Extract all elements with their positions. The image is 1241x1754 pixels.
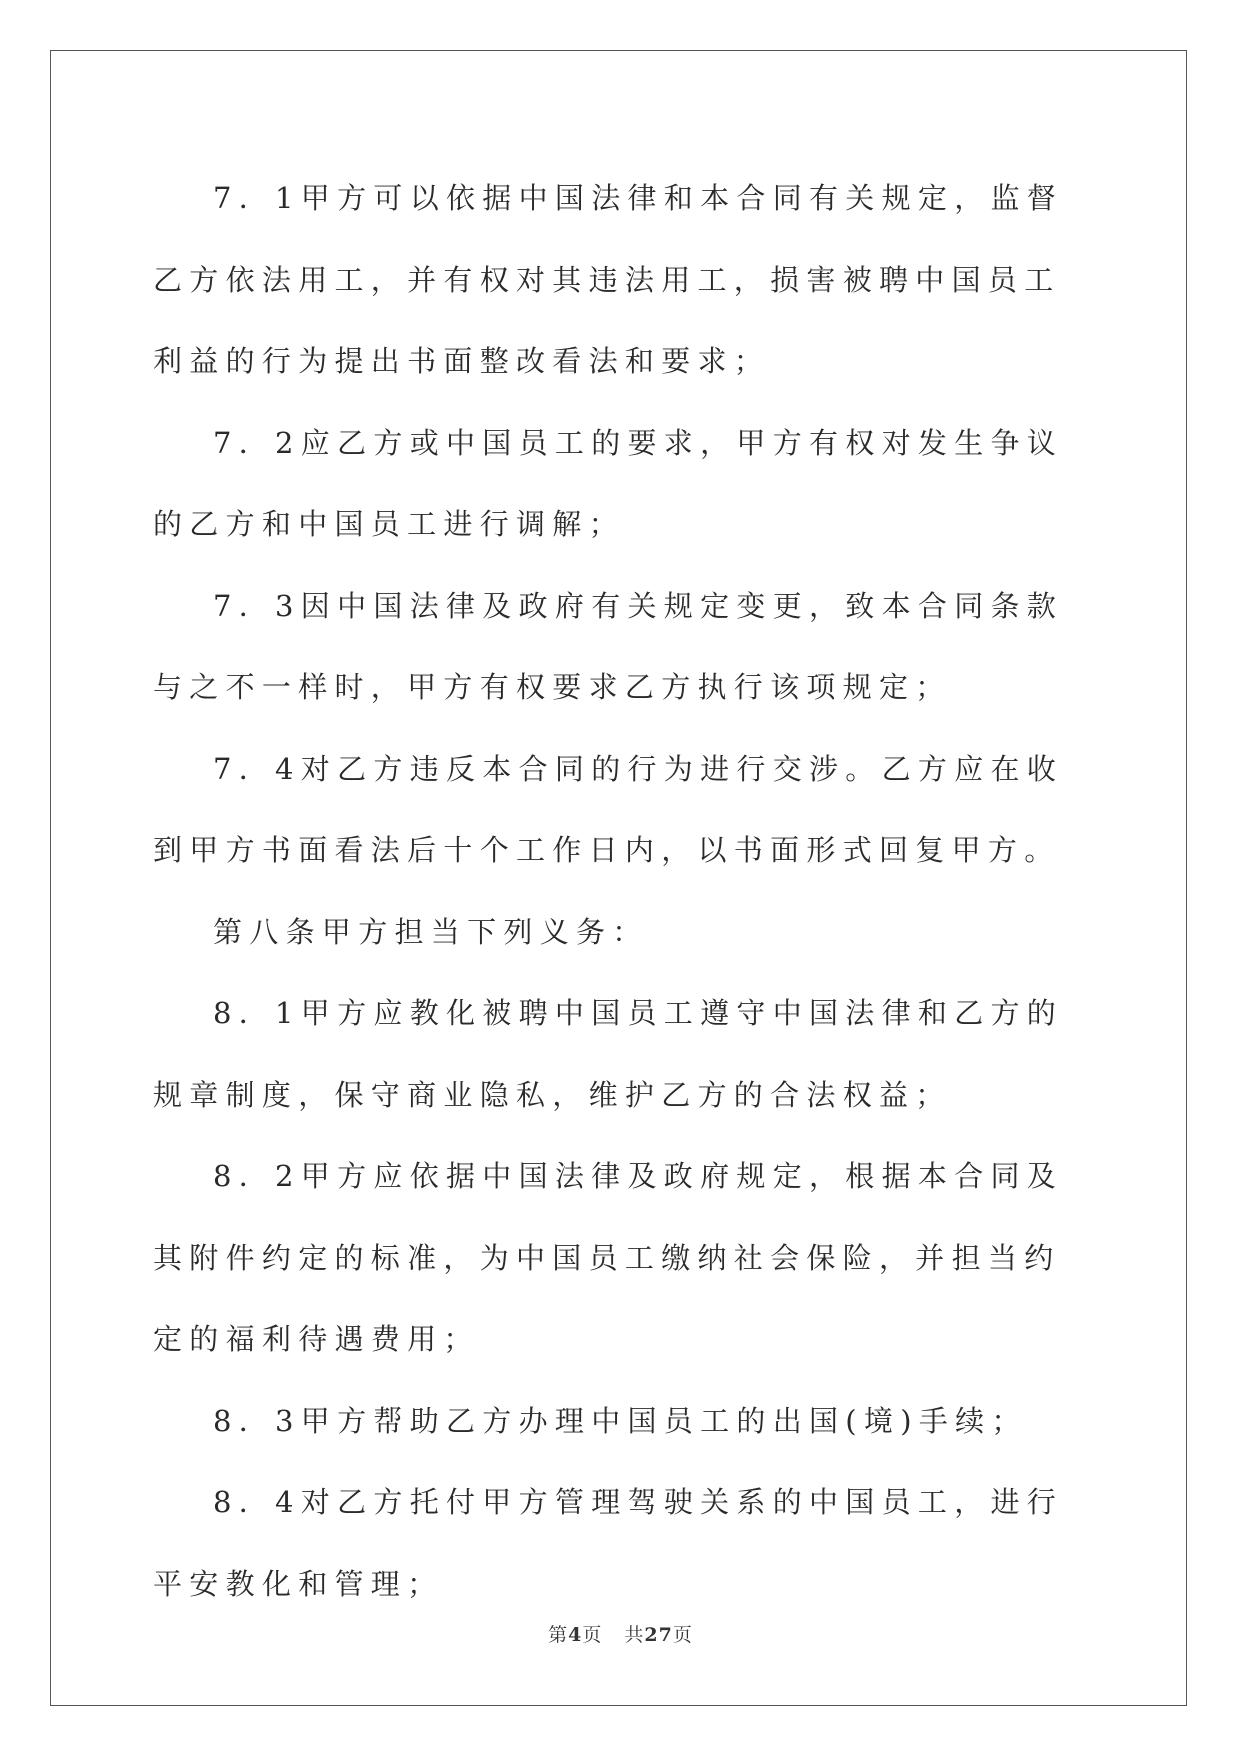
page-prefix: 第 <box>548 1624 569 1646</box>
paragraph-8-3: 8．3甲方帮助乙方办理中国员工的出国(境)手续； <box>213 1403 1028 1438</box>
page-number: 4 <box>568 1624 583 1646</box>
page-suffix: 页 <box>582 1624 603 1646</box>
total-prefix: 共 <box>624 1624 645 1646</box>
paragraph-8-4: 8．4对乙方托付甲方管理驾驶关系的中国员工，进行平安教化和管理； <box>153 1485 1064 1601</box>
document-body <box>153 158 1093 1625</box>
article-8-heading: 第八条甲方担当下列义务： <box>213 914 649 949</box>
paragraph-7-3: 7．3因中国法律及政府有关规定变更，致本合同条款与之不一样时，甲方有权要求乙方执行该项规定； <box>153 588 1064 704</box>
total-pages: 27 <box>644 1624 673 1646</box>
paragraph-8-1: 8．1甲方应教化被聘中国员工遵守中国法律和乙方的规章制度，保守商业隐私，维护乙方的合法权益； <box>153 996 1064 1112</box>
paragraph-7-2: 7．2应乙方或中国员工的要求，甲方有权对发生争议的乙方和中国员工进行调解； <box>153 425 1064 541</box>
total-suffix: 页 <box>672 1624 693 1646</box>
paragraph-7-4: 7．4对乙方违反本合同的行为进行交涉。乙方应在收到甲方书面看法后十个工作日内，以书面形式回复甲方。 <box>153 751 1064 867</box>
paragraph-7-1: 7．1甲方可以依据中国法律和本合同有关规定，监督乙方依法用工，并有权对其违法用工，损害被聘中国员工利益的行为提出书面整改看法和要求； <box>153 181 1064 378</box>
page-footer <box>0 1620 1241 1647</box>
paragraph-8-2: 8．2甲方应依据中国法律及政府规定，根据本合同及其附件约定的标准，为中国员工缴纳社会保险，并担当约定的福利待遇费用； <box>153 1159 1064 1356</box>
